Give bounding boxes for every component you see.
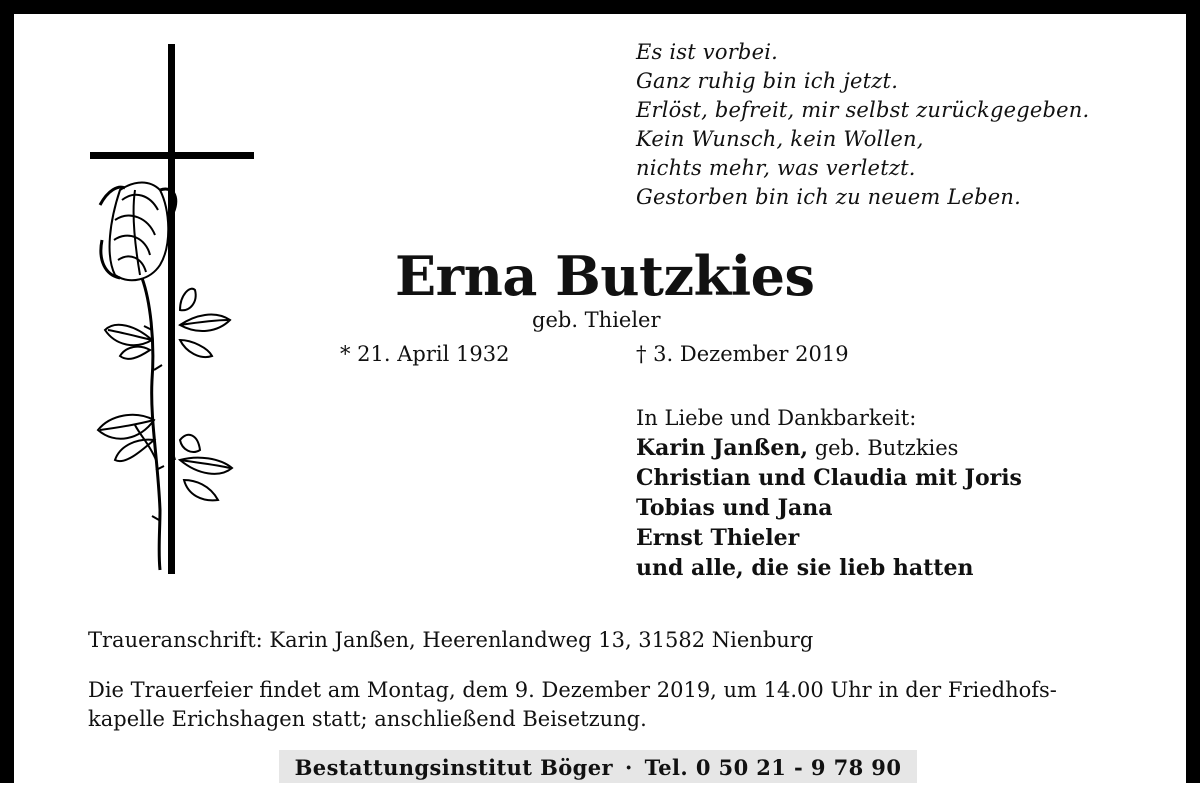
mourning-address: Traueranschrift: Karin Janßen, Heerenlandweg 13, 31582 Nienburg [88, 628, 814, 652]
mourner-line [636, 433, 1022, 463]
poem-line: nichts mehr, was verletzt. [636, 156, 916, 180]
footer-separator: · [624, 755, 633, 780]
ceremony-line: kapelle Erichshagen statt; anschließend Beisetzung. [88, 707, 647, 731]
poem-line: Erlöst, befreit, mir selbst zurückgegeben. [636, 98, 1090, 122]
ceremony-line: Die Trauerfeier findet am Montag, dem 9. Dezember 2019, um 14.00 Uhr in der Friedhofs- [88, 678, 1057, 702]
poem-line: Ganz ruhig bin ich jetzt. [636, 69, 899, 93]
birth-date: * 21. April 1932 [340, 342, 510, 366]
mourners-list [636, 403, 1022, 583]
poem-line: Kein Wunsch, kein Wollen, [636, 127, 924, 151]
funeral-home-phone: Tel. 0 50 21 - 9 78 90 [644, 755, 902, 780]
poem-line: Gestorben bin ich zu neuem Leben. [636, 185, 1022, 209]
funeral-home-footer [279, 750, 917, 783]
deceased-name: Erna Butzkies [395, 244, 815, 308]
mourners-intro: In Liebe und Dankbarkeit: [636, 406, 917, 430]
mourner-line: Christian und Claudia mit Joris [636, 465, 1022, 491]
poem-line: Es ist vorbei. [636, 40, 778, 64]
mourner-line: und alle, die sie lieb hatten [636, 555, 974, 581]
funeral-home-name: Bestattungsinstitut Böger [294, 755, 613, 780]
cross-icon [90, 44, 254, 574]
mourner-line: Ernst Thieler [636, 525, 800, 551]
rose-icon [98, 183, 232, 571]
mourner-name: Karin Janßen, [636, 435, 809, 461]
mourner-line: Tobias und Jana [636, 495, 833, 521]
cross-with-rose-illustration [80, 40, 270, 580]
death-date: † 3. Dezember 2019 [636, 342, 849, 366]
mourner-maiden: geb. Butzkies [808, 436, 959, 460]
ceremony-info [88, 676, 1057, 734]
maiden-name: geb. Thieler [532, 308, 661, 332]
poem [636, 38, 1089, 212]
